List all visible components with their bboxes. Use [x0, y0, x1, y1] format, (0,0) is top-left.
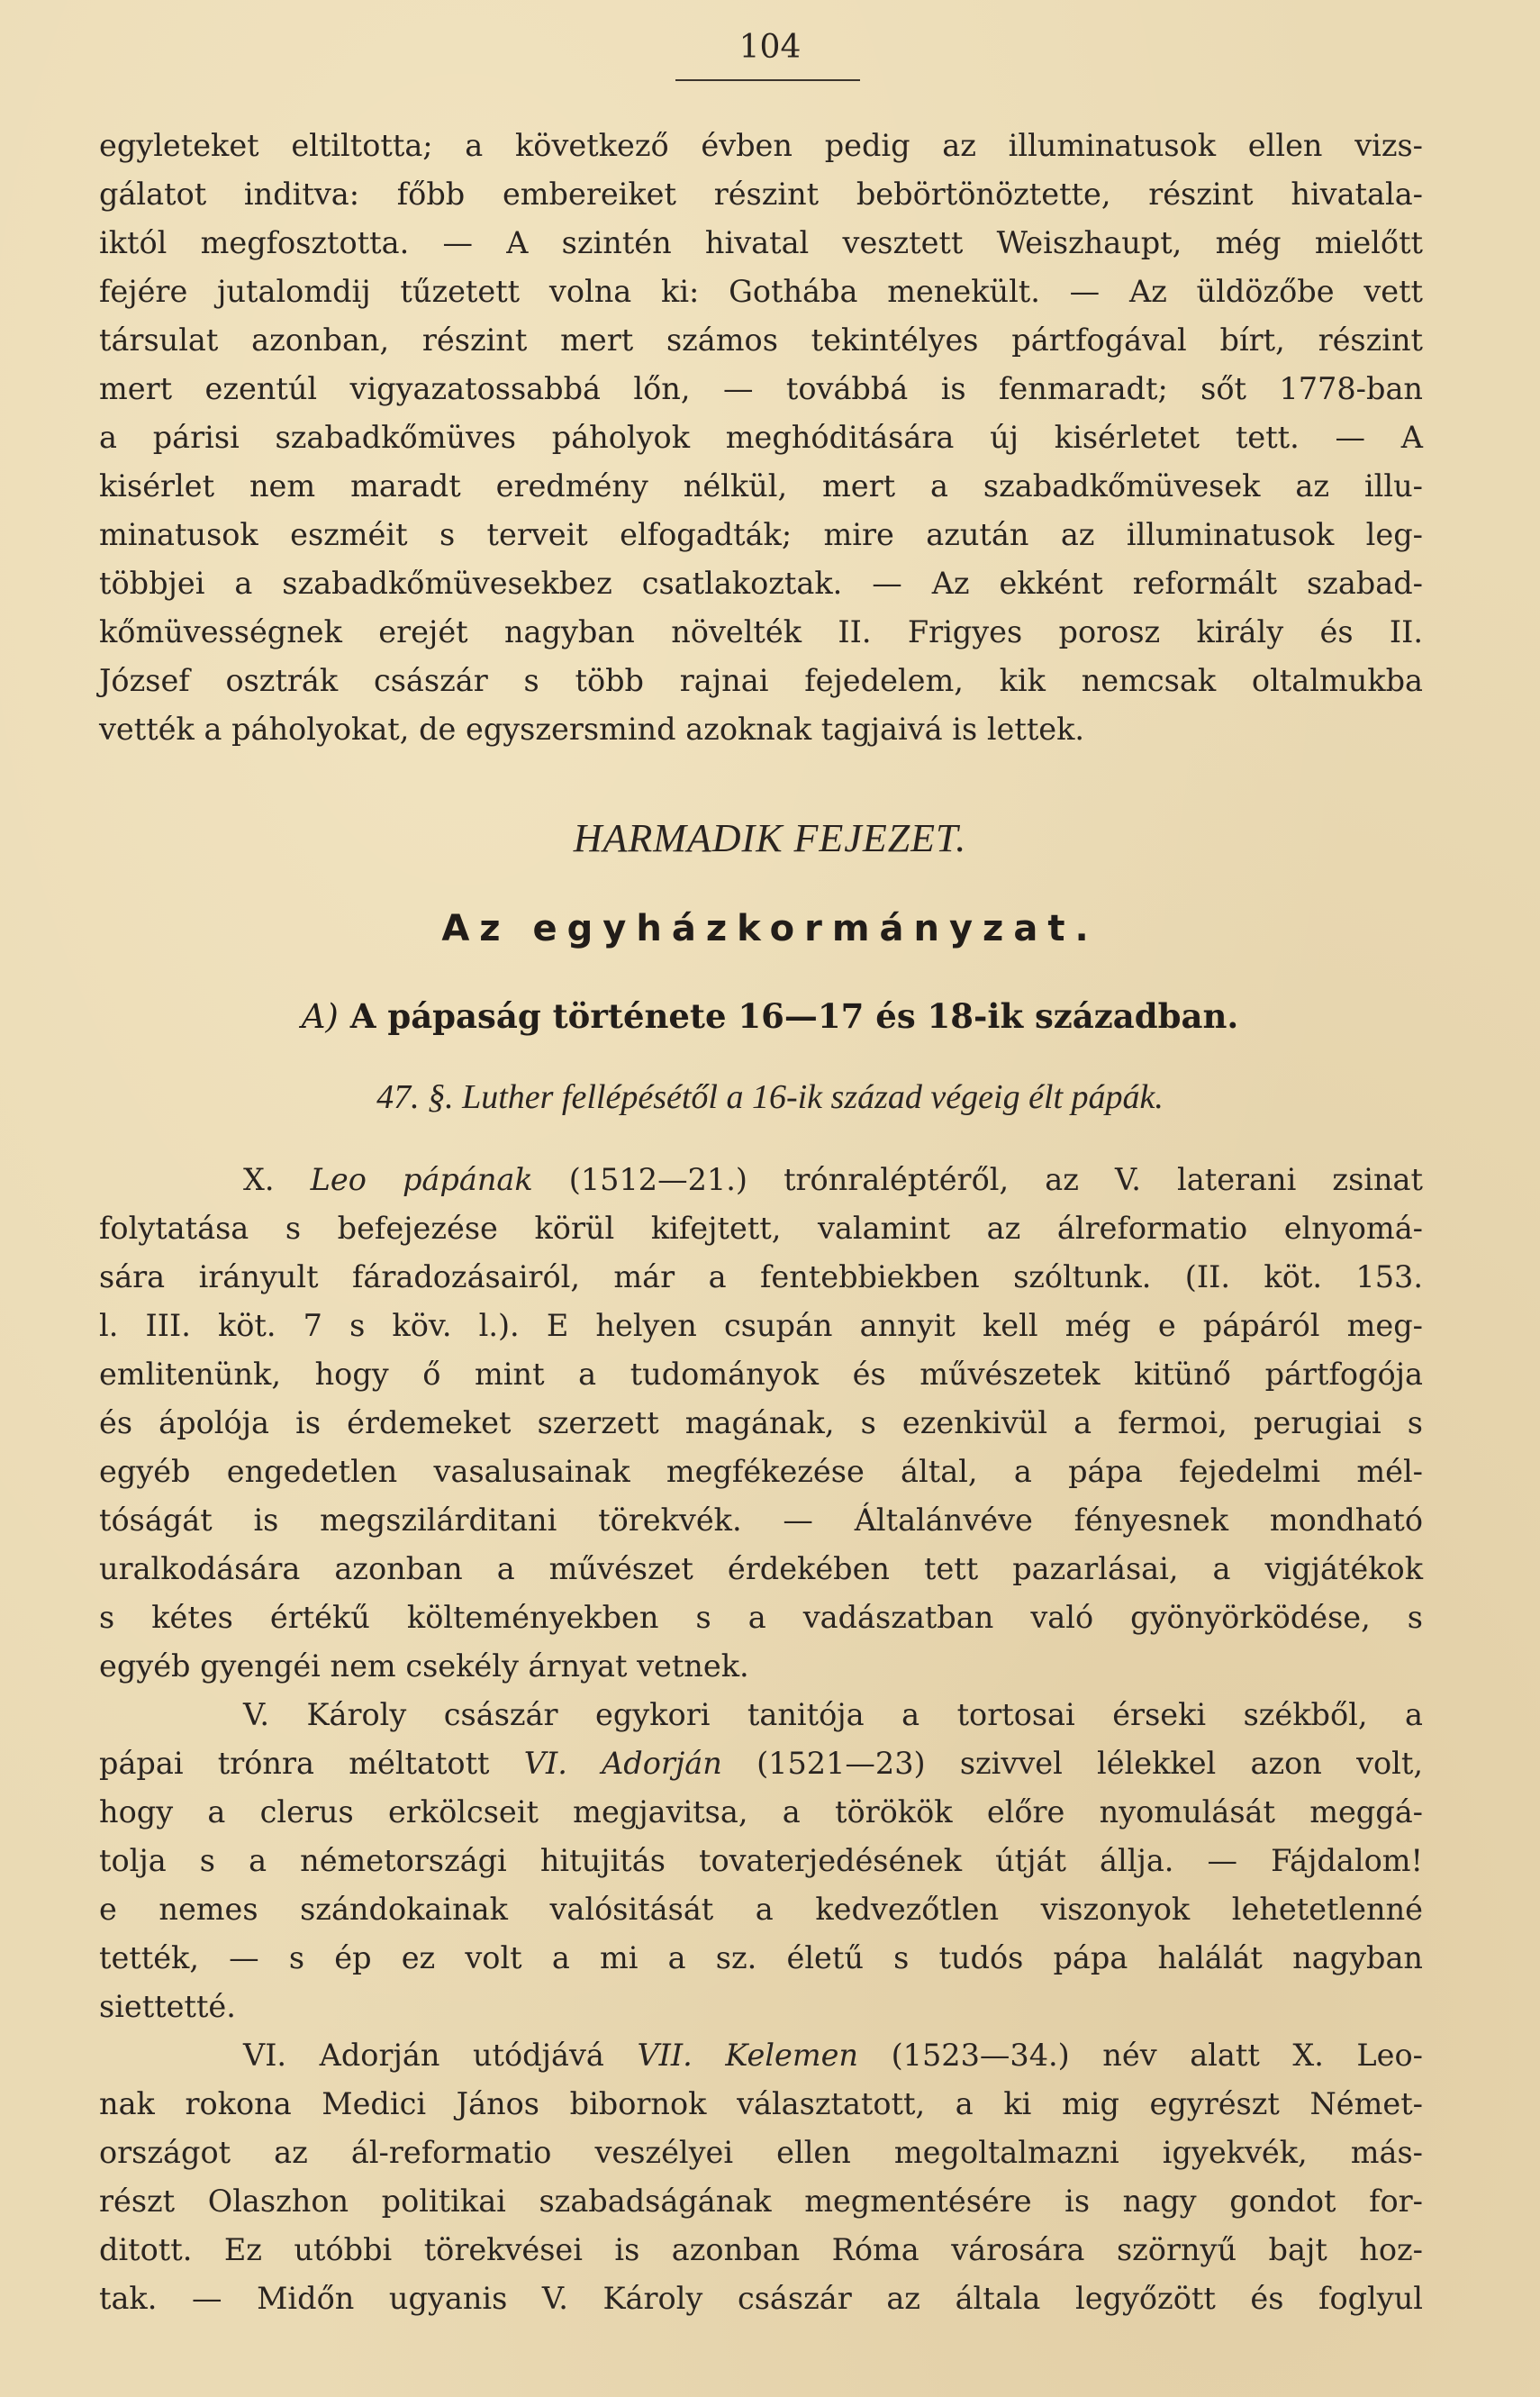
- emphasis-name: VII. Kelemen: [637, 2038, 858, 2073]
- text-line: részt Olaszhon politikai szabadságának megmentésére is nagy gondot for-: [99, 2184, 1423, 2219]
- section-letter: A): [301, 997, 339, 1036]
- text-line: s kétes értékű költeményekben s a vadászatban való gyönyörködése, s: [99, 1600, 1423, 1635]
- text-line: fejére jutalomdij tűzetett volna ki: Gothába menekült. — Az üldözőbe vett: [99, 274, 1423, 309]
- text-line: hogy a clerus erkölcseit megjavitsa, a törökök előre nyomulását meggá-: [99, 1794, 1423, 1830]
- text-line: siettetté.: [99, 1989, 236, 2024]
- text-line: országot az ál-reformatio veszélyei ellen megoltalmazni igyekvék, más-: [99, 2135, 1423, 2170]
- text-line: V. Károly császár egykori tanitója a tortosai érseki székből, a: [243, 1697, 1423, 1732]
- text-line: a párisi szabadkőmüves páholyok meghóditására új kisérletet tett. — A: [99, 420, 1423, 455]
- text-line: kisérlet nem maradt eredmény nélkül, mert a szabadkőmüvesek az illu-: [99, 468, 1423, 504]
- text-line: gálatot inditva: főbb embereiket részint bebörtönöztette, részint hivatala-: [99, 177, 1423, 212]
- text-line: kőmüvességnek erejét nagyban növelték II. Frigyes porosz király és II.: [99, 614, 1423, 649]
- paragraph-heading: [0, 1077, 1540, 1117]
- text-line: e nemes szándokainak valósitását a kedvezőtlen viszonyok lehetetlenné: [99, 1892, 1423, 1927]
- paragraph-heading-text: Luther fellépésétől a 16-ik század végeig élt pápák.: [462, 1078, 1164, 1116]
- text-line: folytatása s befejezése körül kifejtett, valamint az álreformatio elnyomá-: [99, 1211, 1423, 1246]
- chapter-title: Az egyházkormányzat.: [441, 908, 1099, 949]
- text-line: többjei a szabadkőmüvesekbez csatlakoztak. — Az ekként reformált szabad-: [99, 566, 1423, 601]
- text-line: tolja s a németországi hitujitás tovaterjedésének útját állja. — Fájdalom!: [99, 1843, 1423, 1878]
- text-block-continuation: [99, 122, 1423, 754]
- section-text: A pápaság története 16—17 és 18-ik században.: [349, 996, 1239, 1036]
- text-run: X.: [243, 1162, 311, 1197]
- text-line: tak. — Midőn ugyanis V. Károly császár az általa legyőzött és foglyul: [99, 2281, 1423, 2316]
- text-line: mert ezentúl vigyazatossabbá lőn, — továbbá is fenmaradt; sőt 1778-ban: [99, 371, 1423, 406]
- header-rule: [675, 79, 860, 81]
- text-run: (1512—21.) trónraléptéről, az V. laterani zsinat: [532, 1162, 1423, 1197]
- text-line: l. III. köt. 7 s köv. l.). E helyen csupán annyit kell még e pápáról meg-: [99, 1308, 1423, 1343]
- emphasis-name: Leo pápának: [310, 1162, 533, 1197]
- text-line: tették, — s ép ez volt a mi a sz. életű s tudós pápa halálát nagyban: [99, 1940, 1423, 1975]
- text-run: pápai trónra méltatott: [99, 1746, 524, 1781]
- text-line: nak rokona Medici János bibornok választatott, a ki mig egyrészt Német-: [99, 2086, 1423, 2121]
- text-line: és ápolója is érdemeket szerzett magának, s ezenkivül a fermoi, perugiai s: [99, 1405, 1423, 1440]
- text-line: társulat azonban, részint mert számos tekintélyes pártfogával bírt, részint: [99, 322, 1423, 358]
- text-line: egyleteket eltiltotta; a következő évben pedig az illuminatusok ellen vizs-: [99, 128, 1423, 163]
- text-line: minatusok eszméit s terveit elfogadták; mire azután az illuminatusok leg-: [99, 517, 1423, 552]
- paragraph-number: 47. §.: [376, 1078, 454, 1116]
- section-heading: [0, 996, 1540, 1036]
- text-run: VI. Adorján utódjává: [243, 2038, 638, 2073]
- text-line: egyéb gyengéi nem csekély árnyat vetnek.: [99, 1648, 749, 1684]
- page-number: 104: [738, 29, 802, 66]
- text-line: ditott. Ez utóbbi törekvései is azonban Róma városára szörnyű bajt hoz-: [99, 2232, 1423, 2267]
- text-block-main: [99, 1156, 1423, 2323]
- text-line: uralkodására azonban a művészet érdekében tett pazarlásai, a vigjátékok: [99, 1551, 1423, 1586]
- emphasis-name: VI. Adorján: [523, 1746, 722, 1781]
- text-line: [99, 2031, 1423, 2080]
- text-line: egyéb engedetlen vasalusainak megfékezése által, a pápa fejedelmi mél-: [99, 1454, 1423, 1489]
- text-line: [99, 1739, 1423, 1788]
- text-line: emlitenünk, hogy ő mint a tudományok és művészetek kitünő pártfogója: [99, 1357, 1423, 1392]
- text-run: (1523—34.) név alatt X. Leo-: [858, 2038, 1423, 2073]
- text-line: sára irányult fáradozásairól, már a fentebbiekben szóltunk. (II. köt. 153.: [99, 1259, 1423, 1294]
- text-line: [99, 1156, 1423, 1204]
- chapter-heading: HARMADIK FEJEZET.: [573, 816, 967, 860]
- text-line: iktól megfosztotta. — A szintén hivatal vesztett Weiszhaupt, még mielőtt: [99, 225, 1423, 260]
- text-run: (1521—23) szivvel lélekkel azon volt,: [721, 1746, 1423, 1781]
- text-line: József osztrák császár s több rajnai fejedelem, kik nemcsak oltalmukba: [99, 663, 1423, 698]
- text-line: vették a páholyokat, de egyszersmind azoknak tagjaivá is lettek.: [99, 712, 1085, 747]
- text-line: tóságát is megszilárditani törekvék. — Általánvéve fényesnek mondható: [99, 1503, 1423, 1538]
